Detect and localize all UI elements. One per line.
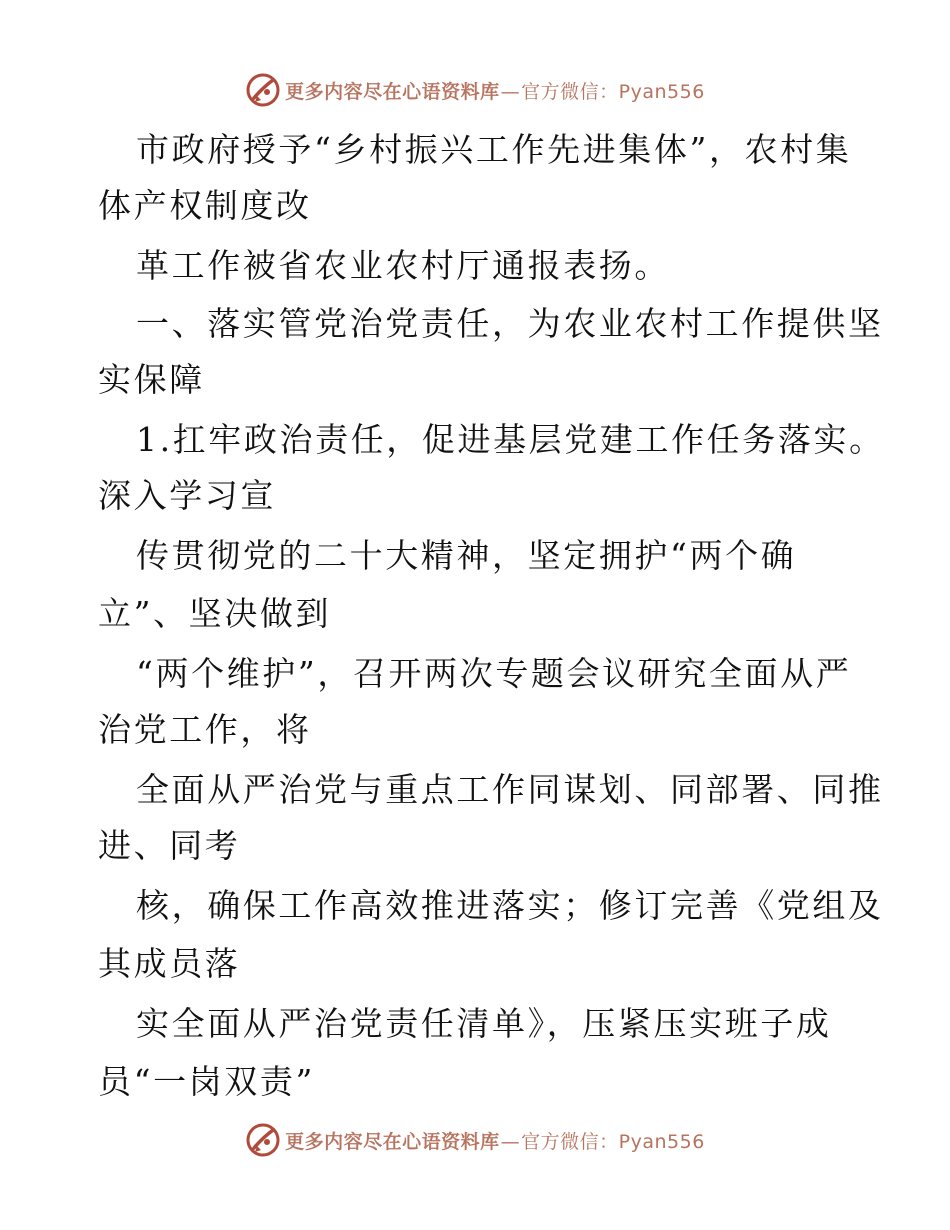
text-line: 其成员落: [98, 944, 241, 983]
text-line: 员“一岗双责”: [98, 1062, 315, 1101]
header-watermark: [0, 70, 950, 110]
text-line: 实保障: [98, 360, 205, 399]
watermark-text: [285, 1127, 705, 1154]
watermark-main-text: 更多内容尽在心语资料库: [285, 80, 500, 103]
text-line: 进、同考: [98, 826, 241, 865]
text-line: 1.扛牢政治责任，促进基层党建工作任务落实。: [136, 420, 885, 459]
watermark-text: [285, 77, 705, 104]
text-line: 治党工作，将: [98, 710, 312, 749]
watermark-secondary-text: 官方微信：Pyan556: [521, 1130, 705, 1153]
brush-logo-icon: [245, 72, 281, 108]
watermark-dash: —: [500, 80, 521, 103]
watermark-dash: —: [500, 1130, 521, 1153]
brush-logo-icon: [245, 1122, 281, 1158]
footer-watermark: [0, 1120, 950, 1160]
text-line: 一、落实管党治党责任，为农业农村工作提供坚: [136, 304, 884, 343]
text-line: 市政府授予“乡村振兴工作先进集体”，农村集: [136, 130, 852, 169]
text-line: 核，确保工作高效推进落实；修订完善《党组及: [136, 886, 884, 925]
text-line: 立”、坚决做到: [98, 594, 332, 633]
text-line: “两个维护”，召开两次专题会议研究全面从严: [136, 654, 852, 693]
watermark-secondary-text: 官方微信：Pyan556: [521, 80, 705, 103]
text-line: 全面从严治党与重点工作同谋划、同部署、同推: [136, 770, 884, 809]
text-line: 传贯彻党的二十大精神，坚定拥护“两个确: [136, 536, 797, 575]
text-line: 深入学习宣: [98, 476, 276, 515]
text-line: 革工作被省农业农村厅通报表扬。: [136, 246, 670, 285]
text-line: 实全面从严治党责任清单》，压紧压实班子成: [136, 1004, 832, 1043]
text-line: 体产权制度改: [98, 186, 312, 225]
watermark-main-text: 更多内容尽在心语资料库: [285, 1130, 500, 1153]
